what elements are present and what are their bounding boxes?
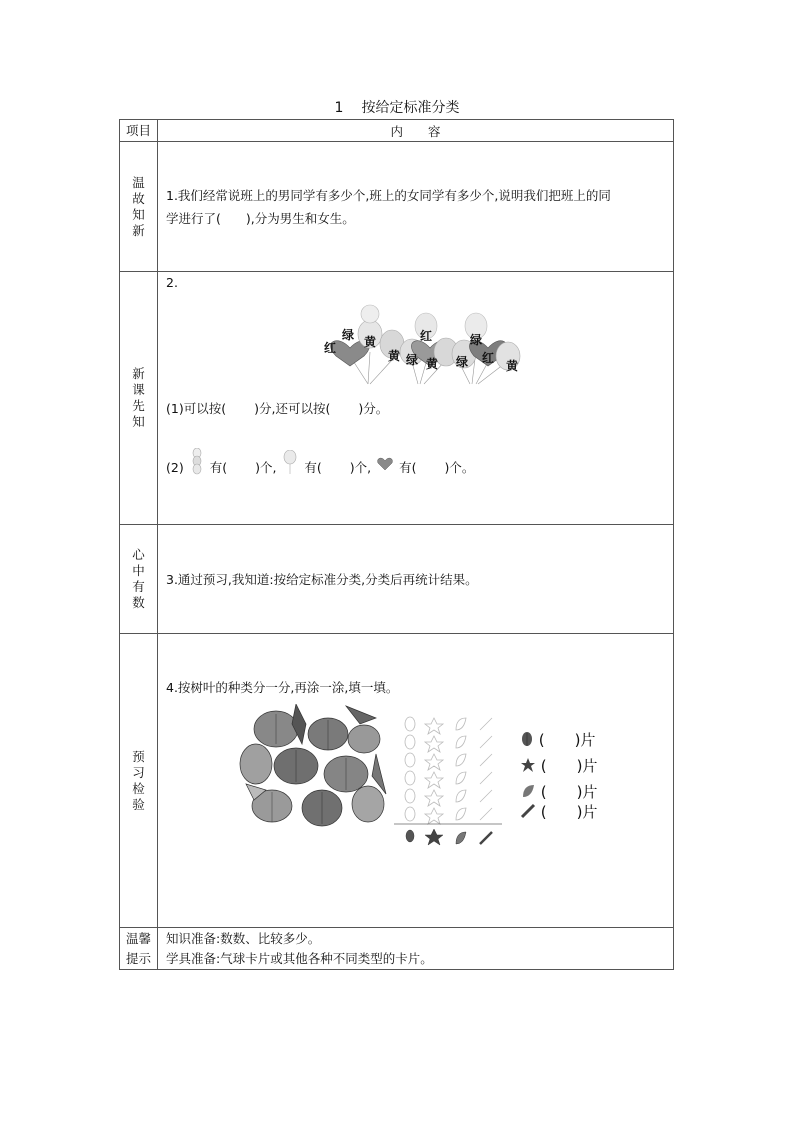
tally-col-3	[456, 718, 466, 820]
balloon-word-4: 黄	[387, 349, 401, 363]
page-title	[0, 97, 794, 117]
tally-col-1	[405, 717, 415, 821]
ginkgo-leaf-icon	[520, 783, 536, 799]
balloon-word-3: 黄	[363, 335, 377, 349]
newlesson-row	[120, 272, 674, 525]
newlesson-label: 新 课 先 知	[120, 272, 158, 525]
tips-row	[120, 928, 674, 970]
preview-row	[120, 634, 674, 928]
round-leaf-icon	[520, 731, 534, 747]
inmind-row	[120, 525, 674, 634]
leaf-pile-picture	[236, 704, 388, 834]
review-line1: 1.我们经常说班上的男同学有多少个,班上的女同学有多少个,说明我们把班上的同	[166, 188, 611, 203]
balloon-word-6: 红	[419, 329, 433, 343]
title-text: 按给定标准分类	[361, 100, 460, 116]
balloon-word-7: 黄	[425, 357, 439, 371]
balloon-picture	[308, 304, 538, 386]
balloon-word-1: 红	[323, 341, 337, 355]
balloon-word-2: 绿	[341, 328, 355, 342]
q2-number: 2.	[166, 275, 178, 290]
tally-col-2	[425, 718, 443, 824]
answer-maple-leaf: ( )片	[520, 753, 598, 779]
leaf-answer-list	[520, 727, 598, 825]
balloon-word-11: 黄	[505, 359, 519, 373]
balloon-word-5: 绿	[405, 353, 419, 367]
answer-ginkgo-leaf: ( )片	[520, 779, 598, 805]
tips-line1: 知识准备:数数、比较多少。	[166, 930, 321, 946]
q2-part1: (1)可以按( )分,还可以按( )分。	[166, 401, 389, 416]
tips-line2: 学具准备:气球卡片或其他各种不同类型的卡片。	[166, 950, 433, 966]
review-row	[120, 142, 674, 272]
header-row	[120, 120, 674, 142]
answer-long-leaf: ( )片	[520, 799, 598, 825]
balloon-word-8: 绿	[469, 333, 483, 347]
long-leaf-icon	[520, 803, 536, 819]
inmind-text: 3.通过预习,我知道:按给定标准分类,分类后再统计结果。	[166, 572, 478, 587]
answer-round-leaf: ( )片	[520, 727, 598, 753]
inmind-content	[158, 525, 674, 634]
review-line2: 学进行了( ),分为男生和女生。	[166, 211, 355, 226]
tips-label: 温馨 提示	[120, 928, 158, 970]
header-item: 项目	[120, 120, 158, 142]
tally-base-icons	[406, 829, 492, 845]
newlesson-content	[158, 272, 674, 525]
review-content	[158, 142, 674, 272]
tips-content	[158, 928, 674, 970]
round-balloon-icon	[282, 450, 298, 474]
tally-grid	[394, 716, 506, 846]
header-content: 内 容	[158, 120, 674, 142]
review-label: 温 故 知 新	[120, 142, 158, 272]
q2-part2: (2) 有( )个, 有( )个, 有( )个。	[166, 448, 474, 479]
balloon-word-9: 绿	[455, 355, 469, 369]
preview-content	[158, 634, 674, 928]
maple-leaf-icon	[520, 757, 536, 773]
balloon-bunch-icon	[190, 448, 204, 478]
balloon-word-10: 红	[481, 351, 495, 365]
tally-col-4	[480, 718, 492, 820]
lesson-table	[119, 119, 674, 970]
preview-label: 预 习 检 验	[120, 634, 158, 928]
title-number: 1	[334, 100, 344, 116]
preview-question: 4.按树叶的种类分一分,再涂一涂,填一填。	[166, 680, 399, 695]
inmind-label: 心 中 有 数	[120, 525, 158, 634]
heart-balloon-icon	[376, 456, 394, 472]
